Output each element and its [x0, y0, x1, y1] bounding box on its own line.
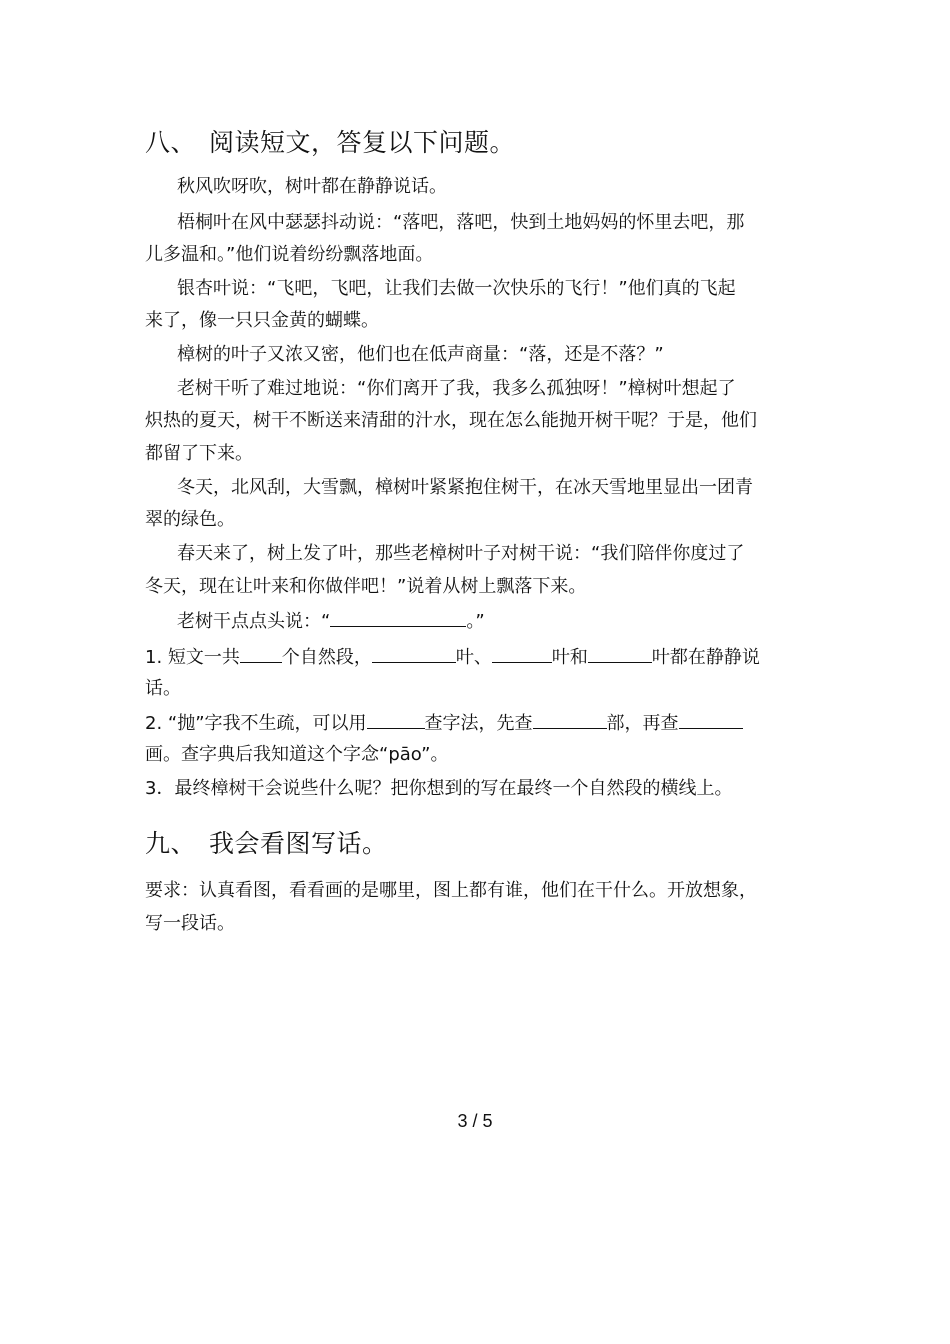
- q1-blank-paragraph-count[interactable]: [240, 644, 282, 663]
- passage-paragraph-8: [177, 608, 485, 634]
- q1-blank-leaf-3[interactable]: [588, 644, 652, 663]
- passage-paragraph-6-line-1: 冬天，北风刮，大雪飘，樟树叶紧紧抱住树干，在冰天雪地里显出一团青: [177, 477, 753, 498]
- passage-paragraph-2-line-2: 儿多温和。”他们说着纷纷飘落地面。: [145, 244, 434, 265]
- q1-text-d: 叶和: [551, 647, 588, 668]
- q2-blank-method[interactable]: [367, 710, 425, 729]
- paragraph-8-suffix: 。”: [466, 611, 485, 632]
- q1-text-c: 叶、: [455, 647, 492, 668]
- passage-paragraph-6-line-2: 翠的绿色。: [145, 509, 235, 530]
- passage-paragraph-7-line-2: 冬天，现在让叶来和你做伴吧！”说着从树上飘落下来。: [145, 576, 587, 597]
- section-9-heading: [145, 828, 388, 860]
- passage-paragraph-5-line-3: 都留了下来。: [145, 443, 253, 464]
- section-8-title: 阅读短文，答复以下问题。: [209, 128, 516, 157]
- section-8-number: 八、: [145, 128, 197, 157]
- q1-blank-leaf-1[interactable]: [372, 644, 456, 663]
- question-3: 3．最终樟树干会说些什么呢？把你想到的写在最终一个自然段的横线上。: [145, 778, 733, 799]
- passage-paragraph-5-line-1: 老树干听了难过地说：“你们离开了我，我多么孤独呀！”樟树叶想起了: [177, 378, 736, 399]
- question-1-line-2: 话。: [145, 678, 181, 699]
- question-1-line-1: [145, 644, 760, 670]
- passage-paragraph-4: 樟树的叶子又浓又密，他们也在低声商量：“落，还是不落？”: [177, 344, 664, 365]
- q2-blank-strokes[interactable]: [679, 710, 743, 729]
- section-9-requirement-line-2: 写一段话。: [145, 913, 235, 934]
- q1-blank-leaf-2[interactable]: [492, 644, 552, 663]
- q2-blank-radical[interactable]: [533, 710, 607, 729]
- passage-paragraph-2-line-1: 梧桐叶在风中瑟瑟抖动说：“落吧，落吧，快到土地妈妈的怀里去吧，那: [177, 212, 745, 233]
- answer-blank-final-words[interactable]: [330, 608, 466, 627]
- question-2-line-2: 画。查字典后我知道这个字念“pāo”。: [145, 744, 449, 765]
- passage-paragraph-3-line-2: 来了，像一只只金黄的蝴蝶。: [145, 310, 379, 331]
- q1-text-b: 个自然段，: [281, 647, 372, 668]
- paragraph-8-prefix: 老树干点点头说：“: [177, 611, 331, 632]
- question-2-line-1: [145, 710, 743, 736]
- section-9-number: 九、: [145, 829, 197, 858]
- q1-text-a: 1. 短文一共: [145, 647, 240, 668]
- page-number: 3 / 5: [457, 1111, 493, 1131]
- passage-paragraph-1: 秋风吹呀吹，树叶都在静静说话。: [177, 176, 447, 197]
- q2-text-c: 部，再查: [606, 713, 679, 734]
- passage-paragraph-5-line-2: 炽热的夏天，树干不断送来清甜的汁水，现在怎么能抛开树干呢？于是，他们: [145, 410, 757, 431]
- section-9-requirement-line-1: 要求：认真看图，看看画的是哪里，图上都有谁，他们在干什么。开放想象，: [145, 880, 757, 901]
- section-9-title: 我会看图写话。: [209, 829, 388, 858]
- q2-text-a: 2. “抛”字我不生疏，可以用: [145, 713, 367, 734]
- passage-paragraph-7-line-1: 春天来了，树上发了叶，那些老樟树叶子对树干说：“我们陪伴你度过了: [177, 543, 745, 564]
- passage-paragraph-3-line-1: 银杏叶说：“飞吧，飞吧，让我们去做一次快乐的飞行！”他们真的飞起: [177, 278, 736, 299]
- q1-text-e: 叶都在静静说: [651, 647, 760, 668]
- section-8-heading: [145, 127, 515, 159]
- q2-text-b: 查字法，先查: [424, 713, 533, 734]
